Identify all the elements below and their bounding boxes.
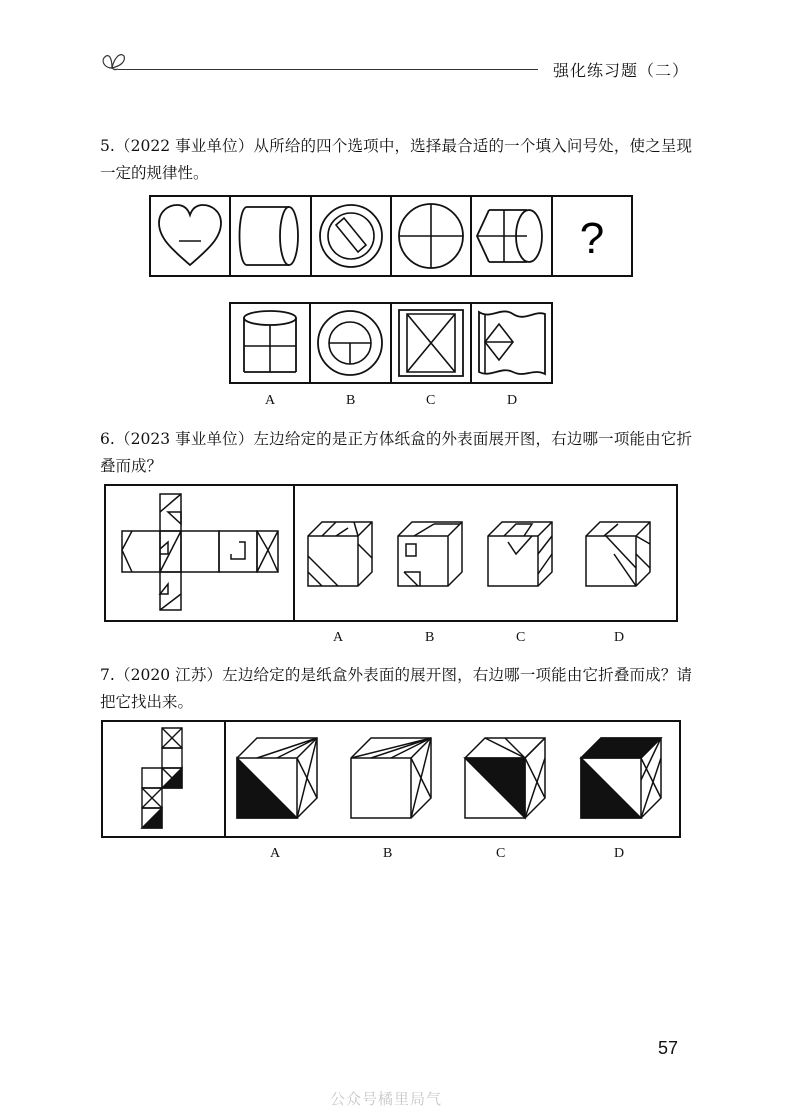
q5-option-a-label: A [265, 393, 276, 408]
question-6-text: 6.（2023 事业单位）左边给定的是正方体纸盒的外表面展开图，右边哪一项能由它折叠而成？ [100, 430, 692, 475]
prohibition-circle-shape [320, 205, 382, 267]
crossed-circle-shape [399, 204, 463, 268]
option-c-shape [399, 310, 463, 376]
q7-option-a-label: A [270, 846, 281, 861]
q5-option-d-label: D [507, 393, 518, 408]
leaf-ornament-icon [98, 48, 128, 74]
q6-cube-b [398, 522, 462, 586]
q7-cube-b [351, 738, 431, 818]
q7-option-b-label: B [383, 846, 393, 861]
q6-option-b-label: B [425, 630, 435, 645]
q6-cube-a [308, 522, 372, 586]
q6-cube-net [122, 494, 278, 610]
q6-option-c-label: C [516, 630, 526, 645]
q6-figure [104, 484, 678, 622]
q6-cube-d [586, 522, 650, 586]
q7-figure [101, 720, 681, 838]
option-d-shape [479, 311, 545, 374]
q7-cube-a [237, 738, 317, 818]
header-title: 强化练习题（二） [553, 61, 690, 80]
q7-option-d-label: D [614, 846, 625, 861]
question-5-text: 5.（2022 事业单位）从所给的四个选项中，选择最合适的一个填入问号处，使之呈现一定的规律性。 [100, 137, 692, 182]
header-rule [118, 69, 538, 70]
cylinder-shape [240, 207, 299, 265]
q5-sequence-figure [149, 195, 633, 277]
q5-option-c-label: C [426, 393, 436, 408]
heart-shape [159, 205, 221, 265]
q7-cube-d [581, 738, 661, 818]
question-mark: ? [579, 214, 605, 263]
page-number: 57 [658, 1038, 679, 1058]
q7-cube-c [465, 738, 545, 818]
q6-option-a-label: A [333, 630, 344, 645]
question-7-text: 7.（2020 江苏）左边给定的是纸盒外表面的展开图，右边哪一项能由它折叠而成？请把它找出来。 [100, 666, 692, 711]
q7-cube-net [142, 728, 182, 828]
option-b-shape [318, 311, 382, 375]
q7-option-c-label: C [496, 846, 506, 861]
watermark: 公众号橘里局气 [330, 1090, 443, 1108]
q6-cube-c [488, 522, 552, 586]
option-a-shape [244, 311, 296, 372]
q6-option-d-label: D [614, 630, 625, 645]
q5-options-figure [229, 302, 553, 384]
q5-option-b-label: B [346, 393, 356, 408]
pointed-cylinder-shape [477, 210, 542, 262]
